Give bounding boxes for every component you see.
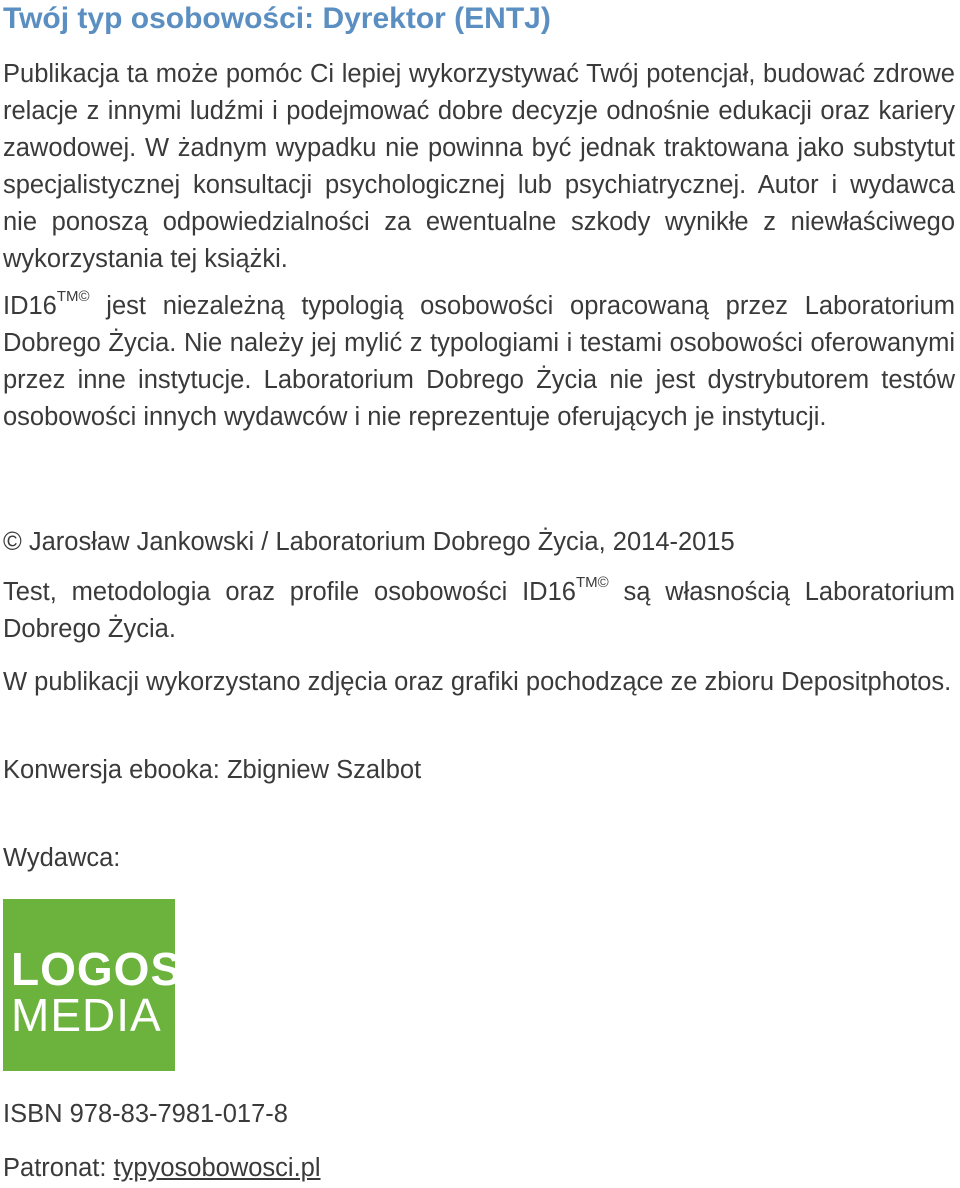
typology-text — [3, 288, 955, 436]
publisher-label-line — [3, 840, 955, 877]
typology-paragraph — [3, 288, 955, 436]
patronage-text — [3, 1150, 955, 1187]
trademark-mark: TM© — [575, 573, 609, 591]
logos-media-logo — [3, 899, 183, 1071]
ownership-text — [3, 574, 955, 648]
isbn-line — [3, 1096, 955, 1133]
copyright-line — [3, 524, 955, 561]
copyright-text: © Jarosław Jankowski / Laboratorium Dobrego Życia, 2014-2015 — [3, 528, 735, 556]
isbn-text: ISBN 978-83-7981-017-8 — [3, 1100, 288, 1128]
ownership-prefix: Test, metodologia oraz profile osobowości ID16 — [3, 578, 576, 606]
publisher-label: Wydawca: — [3, 844, 121, 872]
photos-credit-paragraph — [3, 664, 955, 701]
page-title: Twój typ osobowości: Dyrektor (ENTJ) — [3, 2, 551, 35]
disclaimer-paragraph — [3, 56, 955, 278]
typology-prefix: ID16 — [3, 292, 57, 320]
logo-line-logos: LOGOS — [11, 943, 183, 995]
disclaimer-text: Publikacja ta może pomóc Ci lepiej wykorzystywać Twój potencjał, budować zdrowe relacje z innymi ludźmi i podejmować dobre decyzje odnośnie edukacji oraz kariery zawodowej. W żadnym wypadku nie powinna być jednak traktowana jako substytut specjalistycznej konsultacji psychologicznej lub psychiatrycznej. Autor i wydawca nie ponoszą odpowiedzialności za ewentualne szkody wynikłe z niewłaściwego wykorzystania tej książki. — [3, 60, 955, 273]
ownership-rest: są własnością Laboratorium Dobrego Życia. — [3, 578, 955, 643]
patronage-link[interactable]: typyosobowosci.pl — [113, 1154, 321, 1182]
trademark-mark: TM© — [56, 287, 90, 305]
ownership-paragraph — [3, 574, 955, 648]
patronage-label: Patronat: — [3, 1154, 114, 1182]
photos-credit-text: W publikacji wykorzystano zdjęcia oraz grafiki pochodzące ze zbioru Depositphotos. — [3, 668, 952, 696]
conversion-text: Konwersja ebooka: Zbigniew Szalbot — [3, 756, 422, 784]
logo-line-media: MEDIA — [11, 989, 162, 1041]
patronage-line — [3, 1150, 955, 1187]
typology-rest: jest niezależną typologią osobowości opracowaną przez Laboratorium Dobrego Życia. Nie należy jej mylić z typologiami i testami osobowości oferowanymi przez inne instytucje. Laboratorium Dobrego Życia nie jest dystrybutorem testów osobowości innych wydawców i nie reprezentuje oferujących je instytucji. — [3, 292, 955, 431]
conversion-line — [3, 752, 955, 789]
